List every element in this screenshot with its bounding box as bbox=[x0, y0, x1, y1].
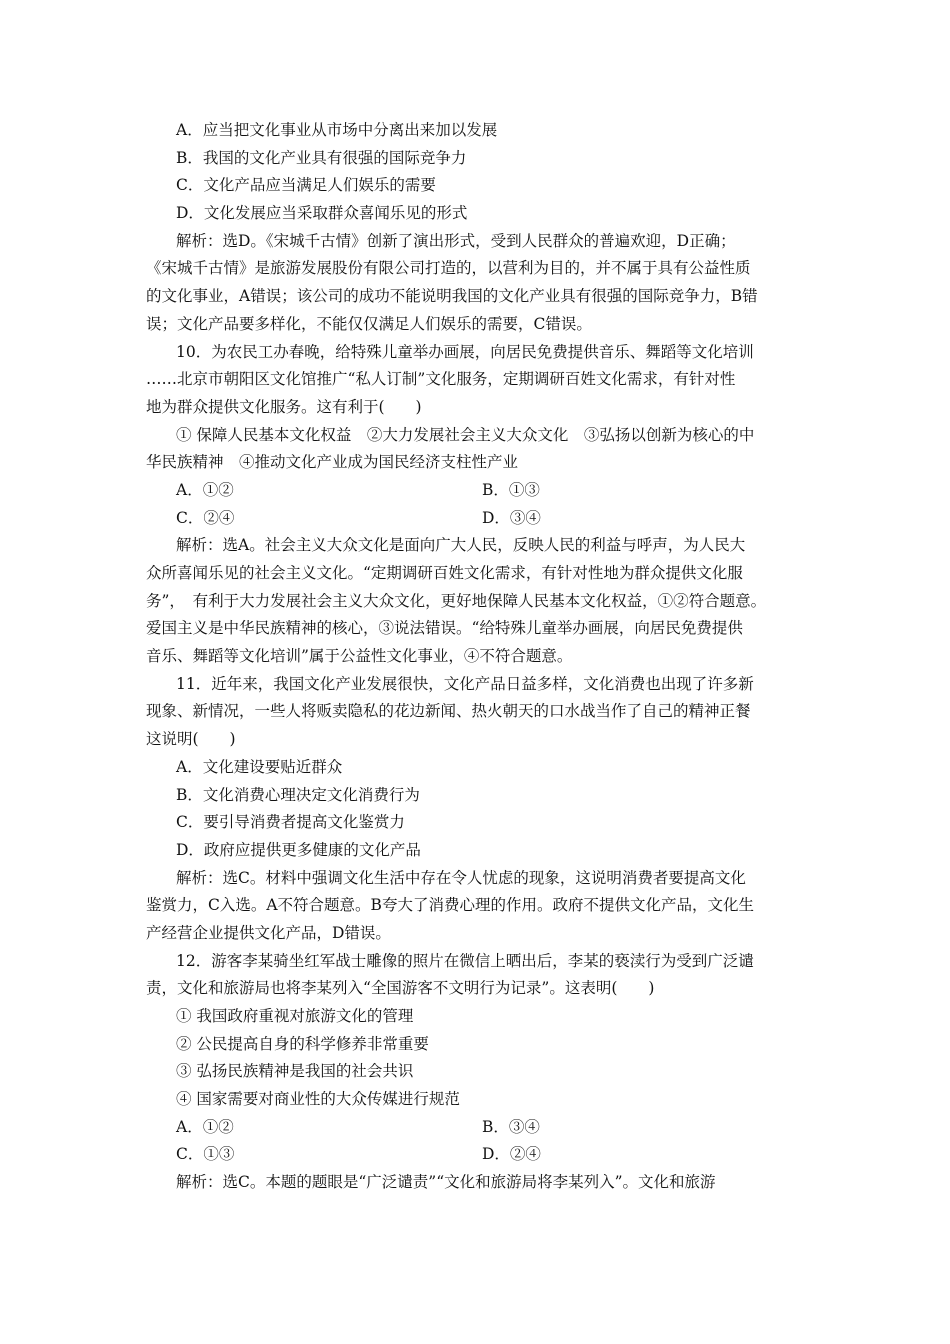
q10-choice-d: D．③④ bbox=[482, 508, 541, 527]
q11-option-a: A．文化建设要贴近群众 bbox=[176, 757, 343, 776]
q12-stem-line: 12．游客李某骑坐红军战士雕像的照片在微信上晒出后，李某的亵渎行为受到广泛谴 bbox=[176, 951, 754, 970]
q10-statement-line: 华民族精神 ④推动文化产业成为国民经济支柱性产业 bbox=[146, 453, 519, 472]
q12-choice-c: C．①③ bbox=[176, 1145, 235, 1164]
q12-analysis-line: 解析：选C。本题的题眼是“广泛谴责”“文化和旅游局将李某列入”。文化和旅游 bbox=[176, 1173, 716, 1192]
q11-option-c: C．要引导消费者提高文化鉴赏力 bbox=[176, 813, 405, 832]
q10-analysis-line: 务”， 有利于大力发展社会主义大众文化，更好地保障人民基本文化权益，①②符合题意。 bbox=[146, 591, 767, 610]
q9-option-b: B．我国的文化产业具有很强的国际竞争力 bbox=[176, 148, 467, 167]
q12-choice-row bbox=[146, 1114, 810, 1142]
q12-choice-a: A．①② bbox=[176, 1117, 234, 1136]
q11-analysis-line: 鉴赏力，C入选。A不符合题意。B夸大了消费心理的作用。政府不提供文化产品，文化生 bbox=[146, 896, 754, 915]
q12-choice-row bbox=[146, 1141, 810, 1169]
q9-option-d: D．文化发展应当采取群众喜闻乐见的形式 bbox=[176, 204, 468, 223]
q10-choice-row bbox=[146, 477, 810, 505]
q10-choice-row bbox=[146, 505, 810, 533]
q11-stem-line: 这说明( ) bbox=[146, 730, 236, 749]
q9-analysis-line: 的文化事业，A错误；该公司的成功不能说明我国的文化产业具有很强的国际竞争力，B错 bbox=[146, 287, 758, 306]
q10-analysis-line: 音乐、舞蹈等文化培训”属于公益性文化事业，④不符合题意。 bbox=[146, 647, 573, 666]
q12-choice-b: B．③④ bbox=[482, 1117, 540, 1136]
q12-statement-4: ④ 国家需要对商业性的大众传媒进行规范 bbox=[176, 1090, 460, 1109]
q10-statement-line: ① 保障人民基本文化权益 ②大力发展社会主义大众文化 ③弘扬以创新为核心的中 bbox=[176, 425, 755, 444]
q11-analysis-line: 解析：选C。材料中强调文化生活中存在令人忧虑的现象，这说明消费者要提高文化 bbox=[176, 868, 746, 887]
q9-analysis-line: 《宋城千古情》是旅游发展股份有限公司打造的，以营利为目的，并不属于具有公益性质 bbox=[146, 259, 751, 278]
q10-stem-line: 10．为农民工办春晚，给特殊儿童举办画展，向居民免费提供音乐、舞蹈等文化培训 bbox=[176, 342, 754, 361]
q10-analysis-line: 爱国主义是中华民族精神的核心，③说法错误。“给特殊儿童举办画展，向居民免费提供 bbox=[146, 619, 743, 638]
q11-option-d: D．政府应提供更多健康的文化产品 bbox=[176, 840, 421, 859]
q10-stem-line: ……北京市朝阳区文化馆推广“私人订制”文化服务，定期调研百姓文化需求，有针对性 bbox=[146, 370, 736, 389]
q10-choice-c: C．②④ bbox=[176, 508, 235, 527]
q10-choice-a: A．①② bbox=[176, 480, 234, 499]
q9-analysis-line: 解析：选D。《宋城千古情》创新了演出形式，受到人民群众的普遍欢迎，D正确； bbox=[176, 231, 736, 250]
document-body bbox=[146, 117, 810, 1197]
q10-stem-line: 地为群众提供文化服务。这有利于( ) bbox=[146, 397, 422, 416]
q9-option-c: C．文化产品应当满足人们娱乐的需要 bbox=[176, 176, 436, 195]
q12-statement-3: ③ 弘扬民族精神是我国的社会共识 bbox=[176, 1062, 414, 1081]
q11-stem-line: 11．近年来，我国文化产业发展很快，文化产品日益多样，文化消费也出现了许多新 bbox=[176, 674, 754, 693]
q10-analysis-line: 众所喜闻乐见的社会主义文化。“定期调研百姓文化需求，有针对性地为群众提供文化服 bbox=[146, 564, 743, 582]
q9-analysis-line: 误；文化产品要多样化，不能仅仅满足人们娱乐的需要，C错误。 bbox=[146, 314, 592, 333]
q10-choice-b: B．①③ bbox=[482, 480, 540, 499]
q12-statement-2: ② 公民提高自身的科学修养非常重要 bbox=[176, 1034, 429, 1053]
q11-option-b: B．文化消费心理决定文化消费行为 bbox=[176, 785, 420, 804]
q10-analysis-line: 解析：选A。社会主义大众文化是面向广大人民，反映人民的利益与呼声，为人民大 bbox=[176, 536, 746, 555]
q9-option-a: A．应当把文化事业从市场中分离出来加以发展 bbox=[176, 121, 498, 139]
q12-statement-1: ① 我国政府重视对旅游文化的管理 bbox=[176, 1007, 414, 1025]
q11-stem-line: 现象、新情况，一些人将贩卖隐私的花边新闻、热火朝天的口水战当作了自己的精神正餐 bbox=[146, 702, 751, 721]
q12-stem-line: 责，文化和旅游局也将李某列入“全国游客不文明行为记录”。这表明( ) bbox=[146, 979, 655, 998]
q11-analysis-line: 产经营企业提供文化产品，D错误。 bbox=[146, 923, 391, 942]
q12-choice-d: D．②④ bbox=[482, 1145, 541, 1164]
